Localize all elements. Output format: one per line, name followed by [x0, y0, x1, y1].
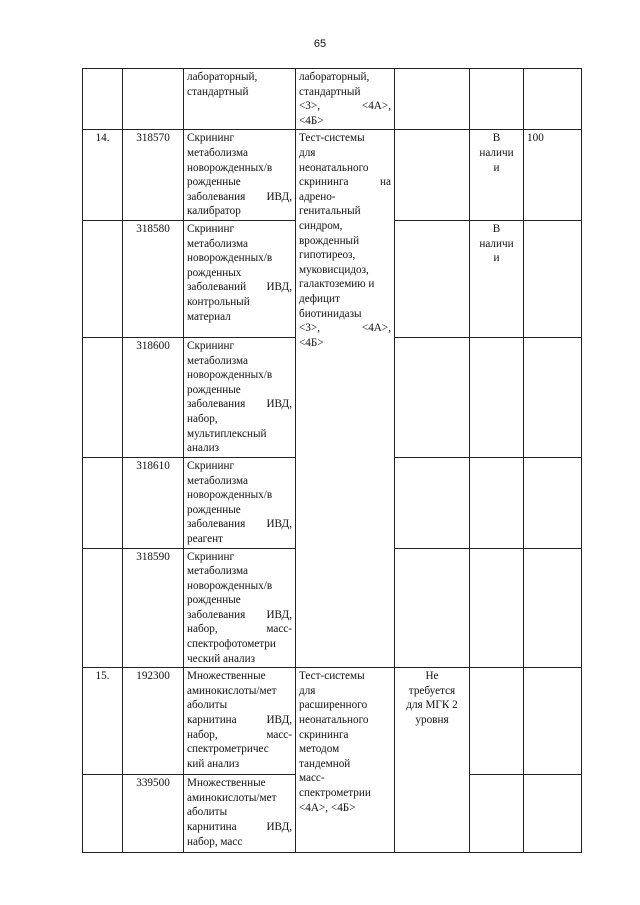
- item-name: Скрининг метаболизма новорожденных/в рожденные заболевания ИВД, реагент: [184, 457, 296, 548]
- row-number: 14.: [83, 130, 123, 221]
- item-description: Тест-системы для неонатального скрининга на адрено- генитальный синдром, врожденный гипотиреоз, муковисцидоз, галактоземию и дефицит биотинидазы <3>, <4А>, <4Б>: [296, 130, 395, 668]
- item-name: Скрининг метаболизма новорожденных/в рожденные заболевания ИВД, набор, мультиплексный анализ: [184, 337, 296, 457]
- table-row: [83, 130, 582, 221]
- row-code: 192300: [123, 668, 184, 775]
- cell-col6: [470, 548, 524, 668]
- table-row: [83, 668, 582, 775]
- table-row: [83, 69, 582, 130]
- cell-col6: [470, 69, 524, 130]
- row-number: [83, 548, 123, 668]
- row-number: [83, 69, 123, 130]
- item-name: лабораторный, стандартный: [184, 69, 296, 130]
- device-table: [82, 68, 582, 853]
- cell-col5: [395, 337, 470, 457]
- cell-col5: [395, 457, 470, 548]
- row-number: [83, 775, 123, 853]
- cell-quantity: [524, 220, 582, 337]
- cell-col7: [524, 457, 582, 548]
- item-name: Скрининг метаболизма новорожденных/в рожденных заболеваний ИВД, контрольный материал: [184, 220, 296, 337]
- cell-col5: [395, 69, 470, 130]
- row-code: 318610: [123, 457, 184, 548]
- cell-col6: [470, 457, 524, 548]
- cell-availability: В наличи и: [470, 130, 524, 221]
- cell-availability: В наличи и: [470, 220, 524, 337]
- page-number: 65: [313, 38, 327, 50]
- cell-col7: [524, 337, 582, 457]
- cell-col5: [395, 548, 470, 668]
- cell-col6: [470, 775, 524, 853]
- row-number: [83, 337, 123, 457]
- item-name: Множественные аминокислоты/мет аболиты карнитина ИВД, набор, масс- спектрометричес кий анализ: [184, 668, 296, 775]
- cell-col6: [470, 668, 524, 775]
- cell-col5: [395, 220, 470, 337]
- row-number: 15.: [83, 668, 123, 775]
- item-name: Множественные аминокислоты/мет аболиты карнитина ИВД, набор, масс: [184, 775, 296, 853]
- item-description: Тест-системы для расширенного неонатального скрининга методом тандемной масс- спектрометрии <4А>, <4Б>: [296, 668, 395, 853]
- cell-col6: [470, 337, 524, 457]
- row-code: 339500: [123, 775, 184, 853]
- cell-col7: [524, 69, 582, 130]
- row-code: 318600: [123, 337, 184, 457]
- cell-requirement: Не требуется для МГК 2 уровня: [395, 668, 470, 853]
- item-name: Скрининг метаболизма новорожденных/в рожденные заболевания ИВД, набор, масс- спектрофотометри ческий анализ: [184, 548, 296, 668]
- row-code: 318590: [123, 548, 184, 668]
- cell-quantity: 100: [524, 130, 582, 221]
- row-number: [83, 457, 123, 548]
- row-code: 318570: [123, 130, 184, 221]
- cell-col5: [395, 130, 470, 221]
- cell-col7: [524, 668, 582, 775]
- item-description: лабораторный, стандартный <3>, <4А>, <4Б>: [296, 69, 395, 130]
- row-code: [123, 69, 184, 130]
- cell-col7: [524, 548, 582, 668]
- item-name: Скрининг метаболизма новорожденных/в рожденные заболевания ИВД, калибратор: [184, 130, 296, 221]
- row-code: 318580: [123, 220, 184, 337]
- cell-col7: [524, 775, 582, 853]
- row-number: [83, 220, 123, 337]
